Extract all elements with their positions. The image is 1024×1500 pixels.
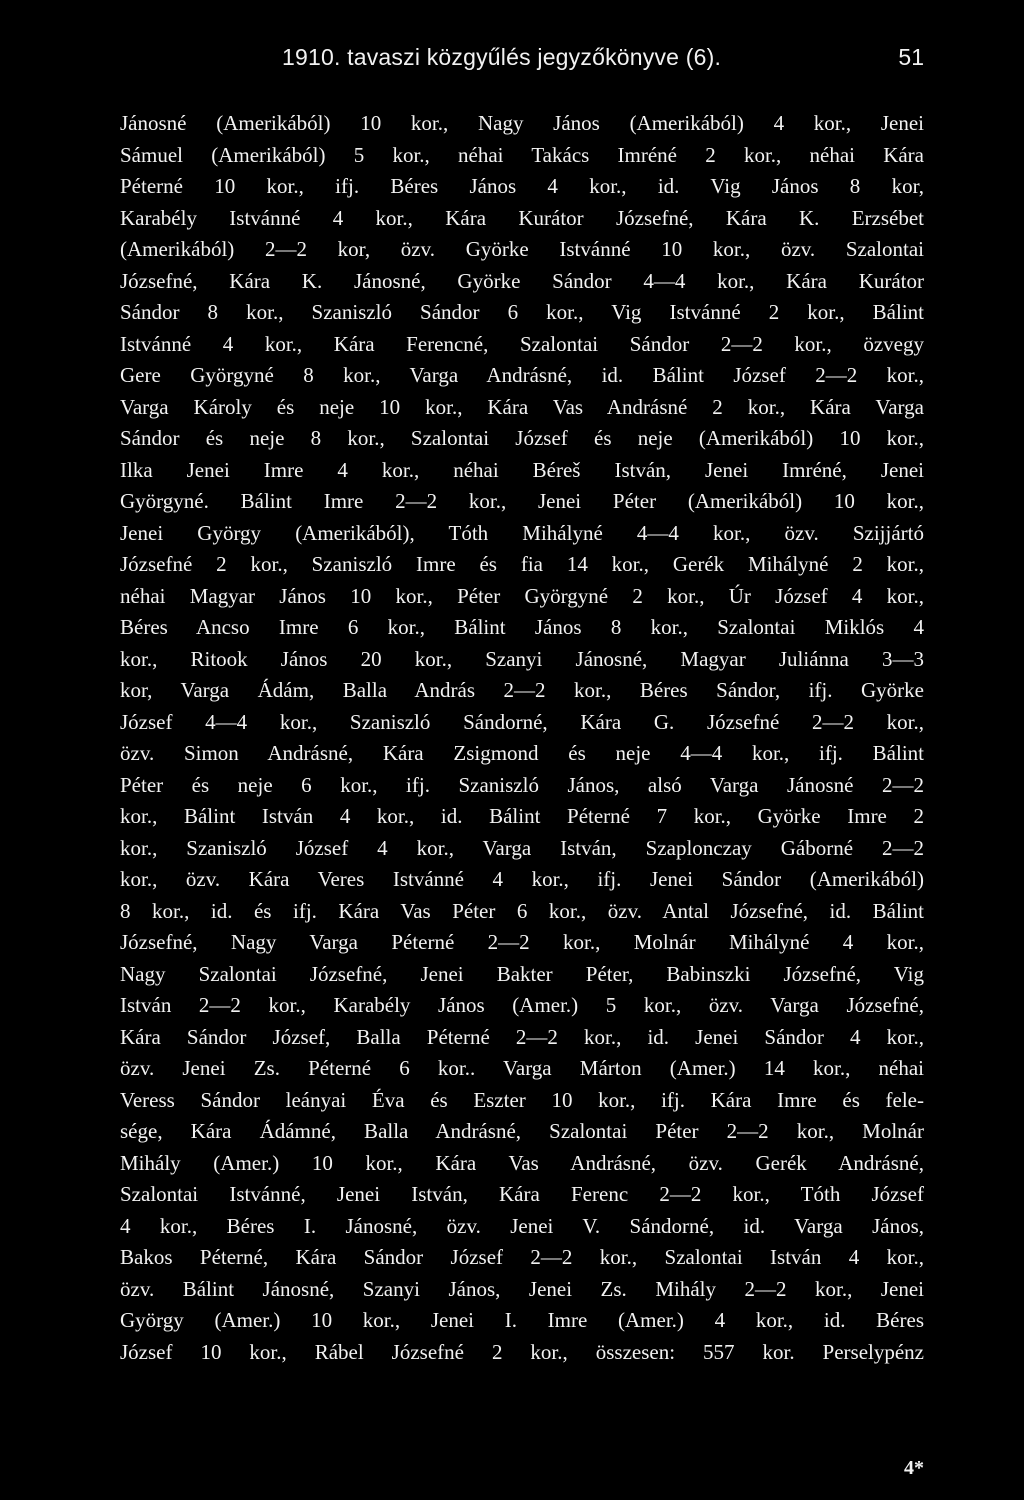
text-line: Györgyné. Bálint Imre 2—2 kor., Jenei Péter (Amerikából) 10 kor., <box>120 489 924 513</box>
text-line: Istvánné 4 kor., Kára Ferencné, Szalontai Sándor 2—2 kor., özvegy <box>120 331 924 356</box>
text-line: József 4—4 kor., Szaniszló Sándorné, Kára G. Józsefné 2—2 kor., <box>120 709 924 734</box>
text-line: Nagy Szalontai Józsefné, Jenei Bakter Péter, Babinszki Józsefné, Vig <box>120 961 924 986</box>
text-line: Józsefné, Nagy Varga Péterné 2—2 kor., Molnár Mihályné 4 kor., <box>120 930 924 954</box>
text-line: Veress Sándor leányai Éva és Eszter 10 kor., ifj. Kára Imre és fele- <box>120 1087 924 1112</box>
text-line: Gere Györgyné 8 kor., Varga Andrásné, id. Bálint József 2—2 kor., <box>120 363 924 387</box>
text-line: kor., Szaniszló József 4 kor., Varga István, Szaplonczay Gáborné 2—2 <box>120 835 924 860</box>
text-line: özv. Bálint Jánosné, Szanyi János, Jenei Zs. Mihály 2—2 kor., Jenei <box>120 1276 924 1301</box>
text-line: 4 kor., Béres I. Jánosné, özv. Jenei V. Sándorné, id. Varga János, <box>120 1213 924 1238</box>
text-line: Jenei György (Amerikából), Tóth Mihályné 4—4 kor., özv. Szijjártó <box>120 520 924 545</box>
text-line: 8 kor., id. és ifj. Kára Vas Péter 6 kor., özv. Antal Józsefné, id. Bálint <box>120 898 924 923</box>
text-line: Ilka Jenei Imre 4 kor., néhai Béreš István, Jenei Imréné, Jenei <box>120 457 924 482</box>
text-line: Józsefné, Kára K. Jánosné, Györke Sándor 4—4 kor., Kára Kurátor <box>120 268 924 293</box>
text-line: Jánosné (Amerikából) 10 kor., Nagy János (Amerikából) 4 kor., Jenei <box>120 111 924 135</box>
text-line: Bakos Péterné, Kára Sándor József 2—2 kor., Szalontai István 4 kor., <box>120 1245 924 1269</box>
text-line: Józsefné 2 kor., Szaniszló Imre és fia 14 kor., Gerék Mihályné 2 kor., <box>120 552 924 576</box>
text-line: József 10 kor., Rábel Józsefné 2 kor., összesen: 557 kor. Perselypénz <box>120 1339 924 1364</box>
text-line: kor., Ritook János 20 kor., Szanyi Jánosné, Magyar Juliánna 3—3 <box>120 646 924 671</box>
text-line: Szalontai Istvánné, Jenei István, Kára Ferenc 2—2 kor., Tóth József <box>120 1182 924 1206</box>
signature-mark: 4* <box>904 1457 924 1479</box>
text-line: Karabély Istvánné 4 kor., Kára Kurátor Józsefné, Kára K. Erzsébet <box>120 205 924 230</box>
running-header <box>0 44 1024 84</box>
text-line: Sámuel (Amerikából) 5 kor., néhai Takács Imréné 2 kor., néhai Kára <box>120 142 924 167</box>
text-line: Péter és neje 6 kor., ifj. Szaniszló János, alsó Varga Jánosné 2—2 <box>120 772 924 797</box>
text-line: Mihály (Amer.) 10 kor., Kára Vas Andrásné, özv. Gerék Andrásné, <box>120 1150 924 1175</box>
text-line: György (Amer.) 10 kor., Jenei I. Imre (Amer.) 4 kor., id. Béres <box>120 1308 924 1332</box>
header-title: 1910. tavaszi közgyűlés jegyzőkönyve (6). <box>282 44 722 70</box>
text-line: özv. Jenei Zs. Péterné 6 kor.. Varga Márton (Amer.) 14 kor., néhai <box>120 1056 924 1080</box>
text-line: Sándor 8 kor., Szaniszló Sándor 6 kor., Vig Istvánné 2 kor., Bálint <box>120 300 924 324</box>
text-line: Béres Ancso Imre 6 kor., Bálint János 8 kor., Szalontai Miklós 4 <box>120 615 924 639</box>
text-line: kor., Bálint István 4 kor., id. Bálint Péterné 7 kor., Györke Imre 2 <box>120 804 924 828</box>
body-text <box>120 108 924 1368</box>
text-line: kor, Varga Ádám, Balla András 2—2 kor., Béres Sándor, ifj. Györke <box>120 678 924 702</box>
text-line: kor., özv. Kára Veres Istvánné 4 kor., ifj. Jenei Sándor (Amerikából) <box>120 867 924 891</box>
text-line: Varga Károly és neje 10 kor., Kára Vas Andrásné 2 kor., Kára Varga <box>120 394 924 419</box>
text-line: néhai Magyar János 10 kor., Péter Györgyné 2 kor., Úr József 4 kor., <box>120 583 924 608</box>
text-line: (Amerikából) 2—2 kor, özv. Györke Istvánné 10 kor., özv. Szalontai <box>120 237 924 261</box>
text-line: özv. Simon Andrásné, Kára Zsigmond és neje 4—4 kor., ifj. Bálint <box>120 741 924 765</box>
text-line: István 2—2 kor., Karabély János (Amer.) 5 kor., özv. Varga Józsefné, <box>120 993 924 1017</box>
text-line: Péterné 10 kor., ifj. Béres János 4 kor., id. Vig János 8 kor, <box>120 174 924 198</box>
text-line: sége, Kára Ádámné, Balla Andrásné, Szalontai Péter 2—2 kor., Molnár <box>120 1119 924 1143</box>
text-line: Kára Sándor József, Balla Péterné 2—2 kor., id. Jenei Sándor 4 kor., <box>120 1024 924 1049</box>
page-number: 51 <box>898 44 924 70</box>
text-line: Sándor és neje 8 kor., Szalontai József és neje (Amerikából) 10 kor., <box>120 426 924 450</box>
